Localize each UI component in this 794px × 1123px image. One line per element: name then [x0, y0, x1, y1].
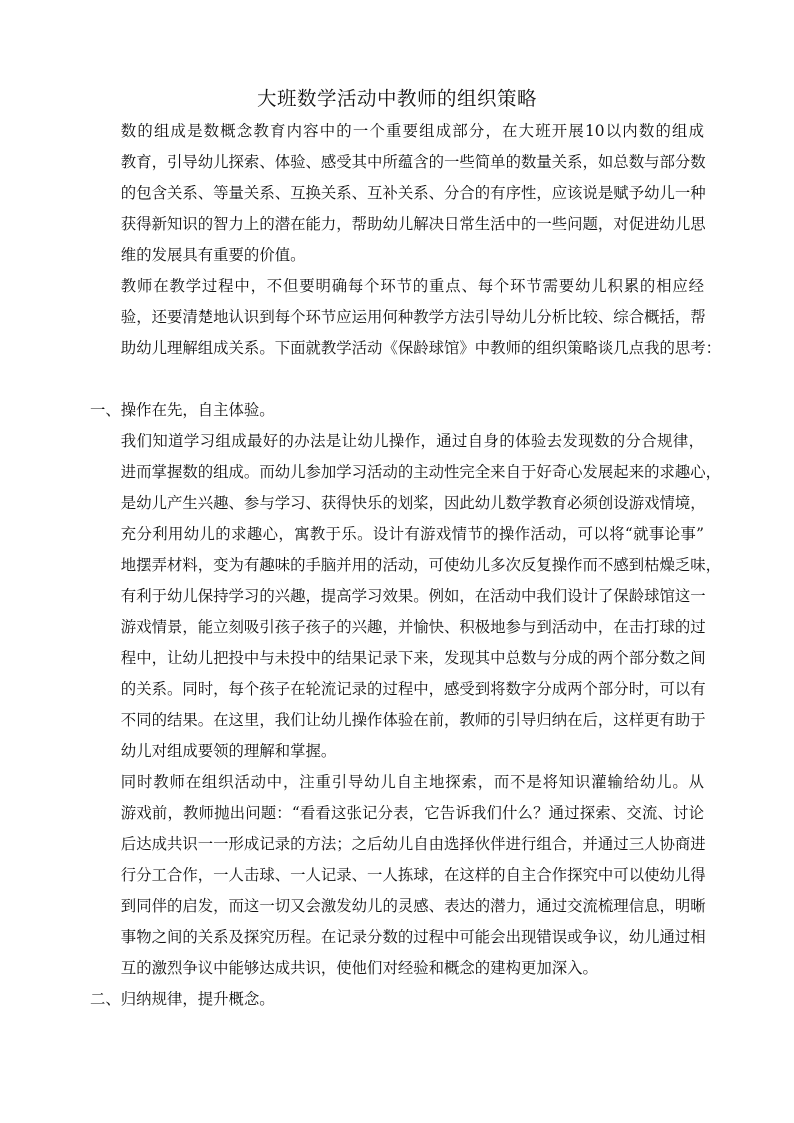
text-line: 互的激烈争议中能够达成共识，使他们对经验和概念的建构更加深入。 [120, 959, 598, 977]
text-line: 后达成共识一一形成记录的方法；之后幼儿自由选择伙伴进行组合，并通过三人协商进 [120, 835, 706, 853]
text-line: 有利于幼儿保持学习的兴趣，提高学习效果。例如，在活动中我们设计了保龄球馆这一 [120, 587, 706, 605]
text-line: 教育，引导幼儿探索、体验、感受其中所蕴含的一些简单的数量关系，如总数与部分数 [120, 153, 706, 171]
text-line: 是幼儿产生兴趣、参与学习、获得快乐的划桨，因此幼儿数学教育必须创设游戏情境， [120, 494, 706, 512]
text-line: 不同的结果。在这里，我们让幼儿操作体验在前，教师的引导归纳在后，这样更有助于 [120, 711, 706, 729]
text-line: 我们知道学习组成最好的办法是让幼儿操作，通过自身的体验去发现数的分合规律， [120, 432, 704, 450]
section-1-heading: 一、操作在先，自主体验。 [90, 401, 275, 419]
text-line: 验，还要清楚地认识到每个环节应运用何种教学方法引导幼儿分析比较、综合概括，帮 [120, 308, 706, 326]
section-1-paragraph-1 [90, 426, 722, 767]
text-line: 助幼儿理解组成关系。下面就教学活动《保龄球馆》中教师的组织策略谈几点我的思考： [120, 339, 722, 357]
text-line: 的包含关系、等量关系、互换关系、互补关系、分合的有序性，应该说是赋予幼儿一种 [120, 184, 706, 202]
text-line: 维的发展具有重要的价值。 [120, 246, 306, 264]
text-line: 教师在教学过程中，不但要明确每个环节的重点、每个环节需要幼儿积累的相应经 [120, 277, 704, 295]
text-line: 进而掌握数的组成。而幼儿参加学习活动的主动性完全来自于好奇心发展起来的求趣心， [120, 463, 722, 481]
text-line: 游戏情景，能立刻吸引孩子孩子的兴趣，并愉快、积极地参与到活动中，在击打球的过 [120, 618, 706, 636]
text-line: 地摆弄材料，变为有趣味的手脑并用的活动，可使幼儿多次反复操作而不感到枯燥乏味， [120, 556, 722, 574]
text-line: 程中，让幼儿把投中与未投中的结果记录下来，发现其中总数与分成的两个部分数之间 [120, 649, 706, 667]
text-line: 数的组成是数概念教育内容中的一个重要组成部分，在大班开展10以内数的组成 [120, 122, 704, 140]
text-line: 充分利用幼儿的求趣心，寓教于乐。设计有游戏情节的操作活动，可以将“就事论事” [120, 525, 704, 543]
document-title: 大班数学活动中教师的组织策略 [256, 87, 537, 110]
section-1-paragraph-2 [90, 767, 704, 984]
text-line: 事物之间的关系及探究历程。在记录分数的过程中可能会出现错误或争议，幼儿通过相 [120, 928, 706, 946]
text-line: 游戏前，教师抛出问题：“看看这张记分表，它告诉我们什么？通过探索、交流、讨论 [120, 804, 704, 822]
text-line: 的关系。同时，每个孩子在轮流记录的过程中，感受到将数字分成两个部分时，可以有 [120, 680, 706, 698]
text-line: 幼儿对组成要领的理解和掌握。 [120, 742, 337, 760]
section-2-heading: 二、归纳规律，提升概念。 [90, 990, 275, 1008]
text-line: 到同伴的启发，而这一切又会激发幼儿的灵感、表达的潜力，通过交流梳理信息，明晰 [120, 897, 706, 915]
blank-line [90, 364, 704, 395]
text-line: 行分工合作，一人击球、一人记录、一人拣球，在这样的自主合作探究中可以使幼儿得 [120, 866, 706, 884]
intro-paragraph-2 [90, 271, 722, 364]
text-line: 同时教师在组织活动中，注重引导幼儿自主地探索，而不是将知识灌输给幼儿。从 [120, 773, 704, 791]
text-line: 获得新知识的智力上的潜在能力，帮助幼儿解决日常生活中的一些问题，对促进幼儿思 [120, 215, 706, 233]
intro-paragraph-1 [90, 116, 704, 271]
